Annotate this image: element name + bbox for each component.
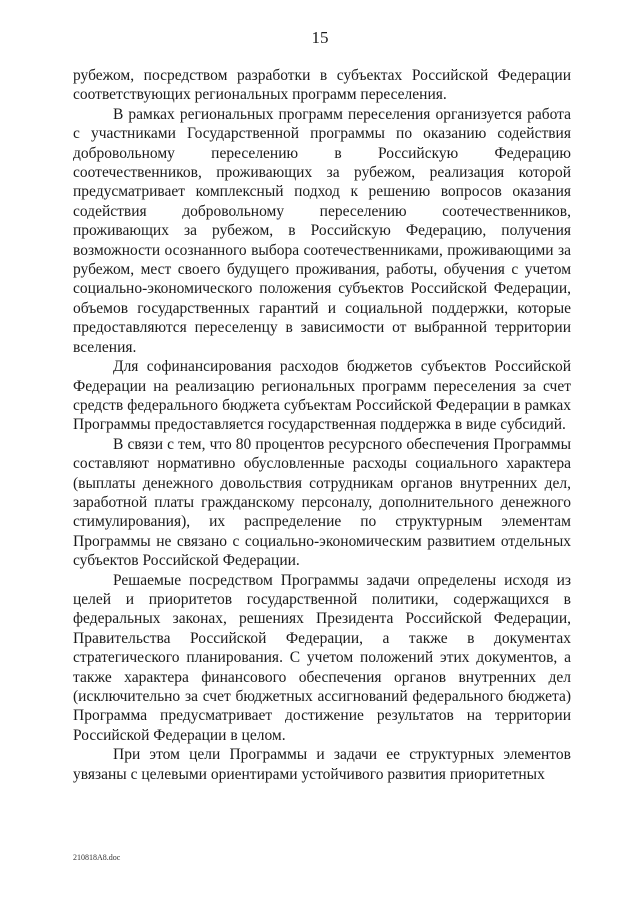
paragraph-cofinancing: Для софинансирования расходов бюджетов субъектов Российской Федерации на реализацию региональных программ переселения за счет средств федерального бюджета субъектам Российской Федерации в рамках Программы предоставляется государственная поддержка в виде субсидий. [73, 358, 571, 434]
document-body [73, 66, 571, 784]
document-file-code: 210818A8.doc [73, 853, 121, 862]
page-number: 15 [311, 28, 329, 47]
paragraph-continuation: рубежом, посредством разработки в субъектах Российской Федерации соответствующих региональных программ переселения. [73, 67, 571, 104]
paragraph-resettlement-programs: В рамках региональных программ переселения организуется работа с участниками Государственной программы по оказанию содействия добровольному переселению в Российскую Федерацию соотечественников, проживающих за рубежом, реализация которой предусматривает комплексный подход к решению вопросов оказания содействия добровольному переселению соотечественников, проживающих за рубежом, в Российскую Федерацию, получения возможности осознанного выбора соотечественниками, проживающими за рубежом, мест своего будущего проживания, работы, обучения с учетом социально-экономического положения субъектов Российской Федерации, объемов государственных гарантий и социальной поддержки, которые предоставляются переселенцу в зависимости от выбранной территории вселения. [73, 105, 571, 356]
paragraph-resource-support: В связи с тем, что 80 процентов ресурсного обеспечения Программы составляют нормативно обусловленные расходы социального характера (выплаты денежного довольствия сотрудникам органов внутренних дел, заработной платы гражданскому персоналу, дополнительного денежного стимулирования), их распределение по структурным элементам Программы не связано с социально-экономическим развитием отдельных субъектов Российской Федерации. [73, 435, 571, 570]
paragraph-program-tasks: Решаемые посредством Программы задачи определены исходя из целей и приоритетов государственной политики, содержащихся в федеральных законах, решениях Президента Российской Федерации, Правительства Российской Федерации, а также в документах стратегического планирования. С учетом положений этих документов, а также характера финансового обеспечения органов внутренних дел (исключительно за счет бюджетных ассигнований федерального бюджета) Программа предусматривает достижение результатов на территории Российской Федерации в целом. [73, 571, 571, 744]
paragraph-program-goals: При этом цели Программы и задачи ее структурных элементов увязаны с целевыми ориентирами устойчивого развития приоритетных [73, 746, 571, 783]
